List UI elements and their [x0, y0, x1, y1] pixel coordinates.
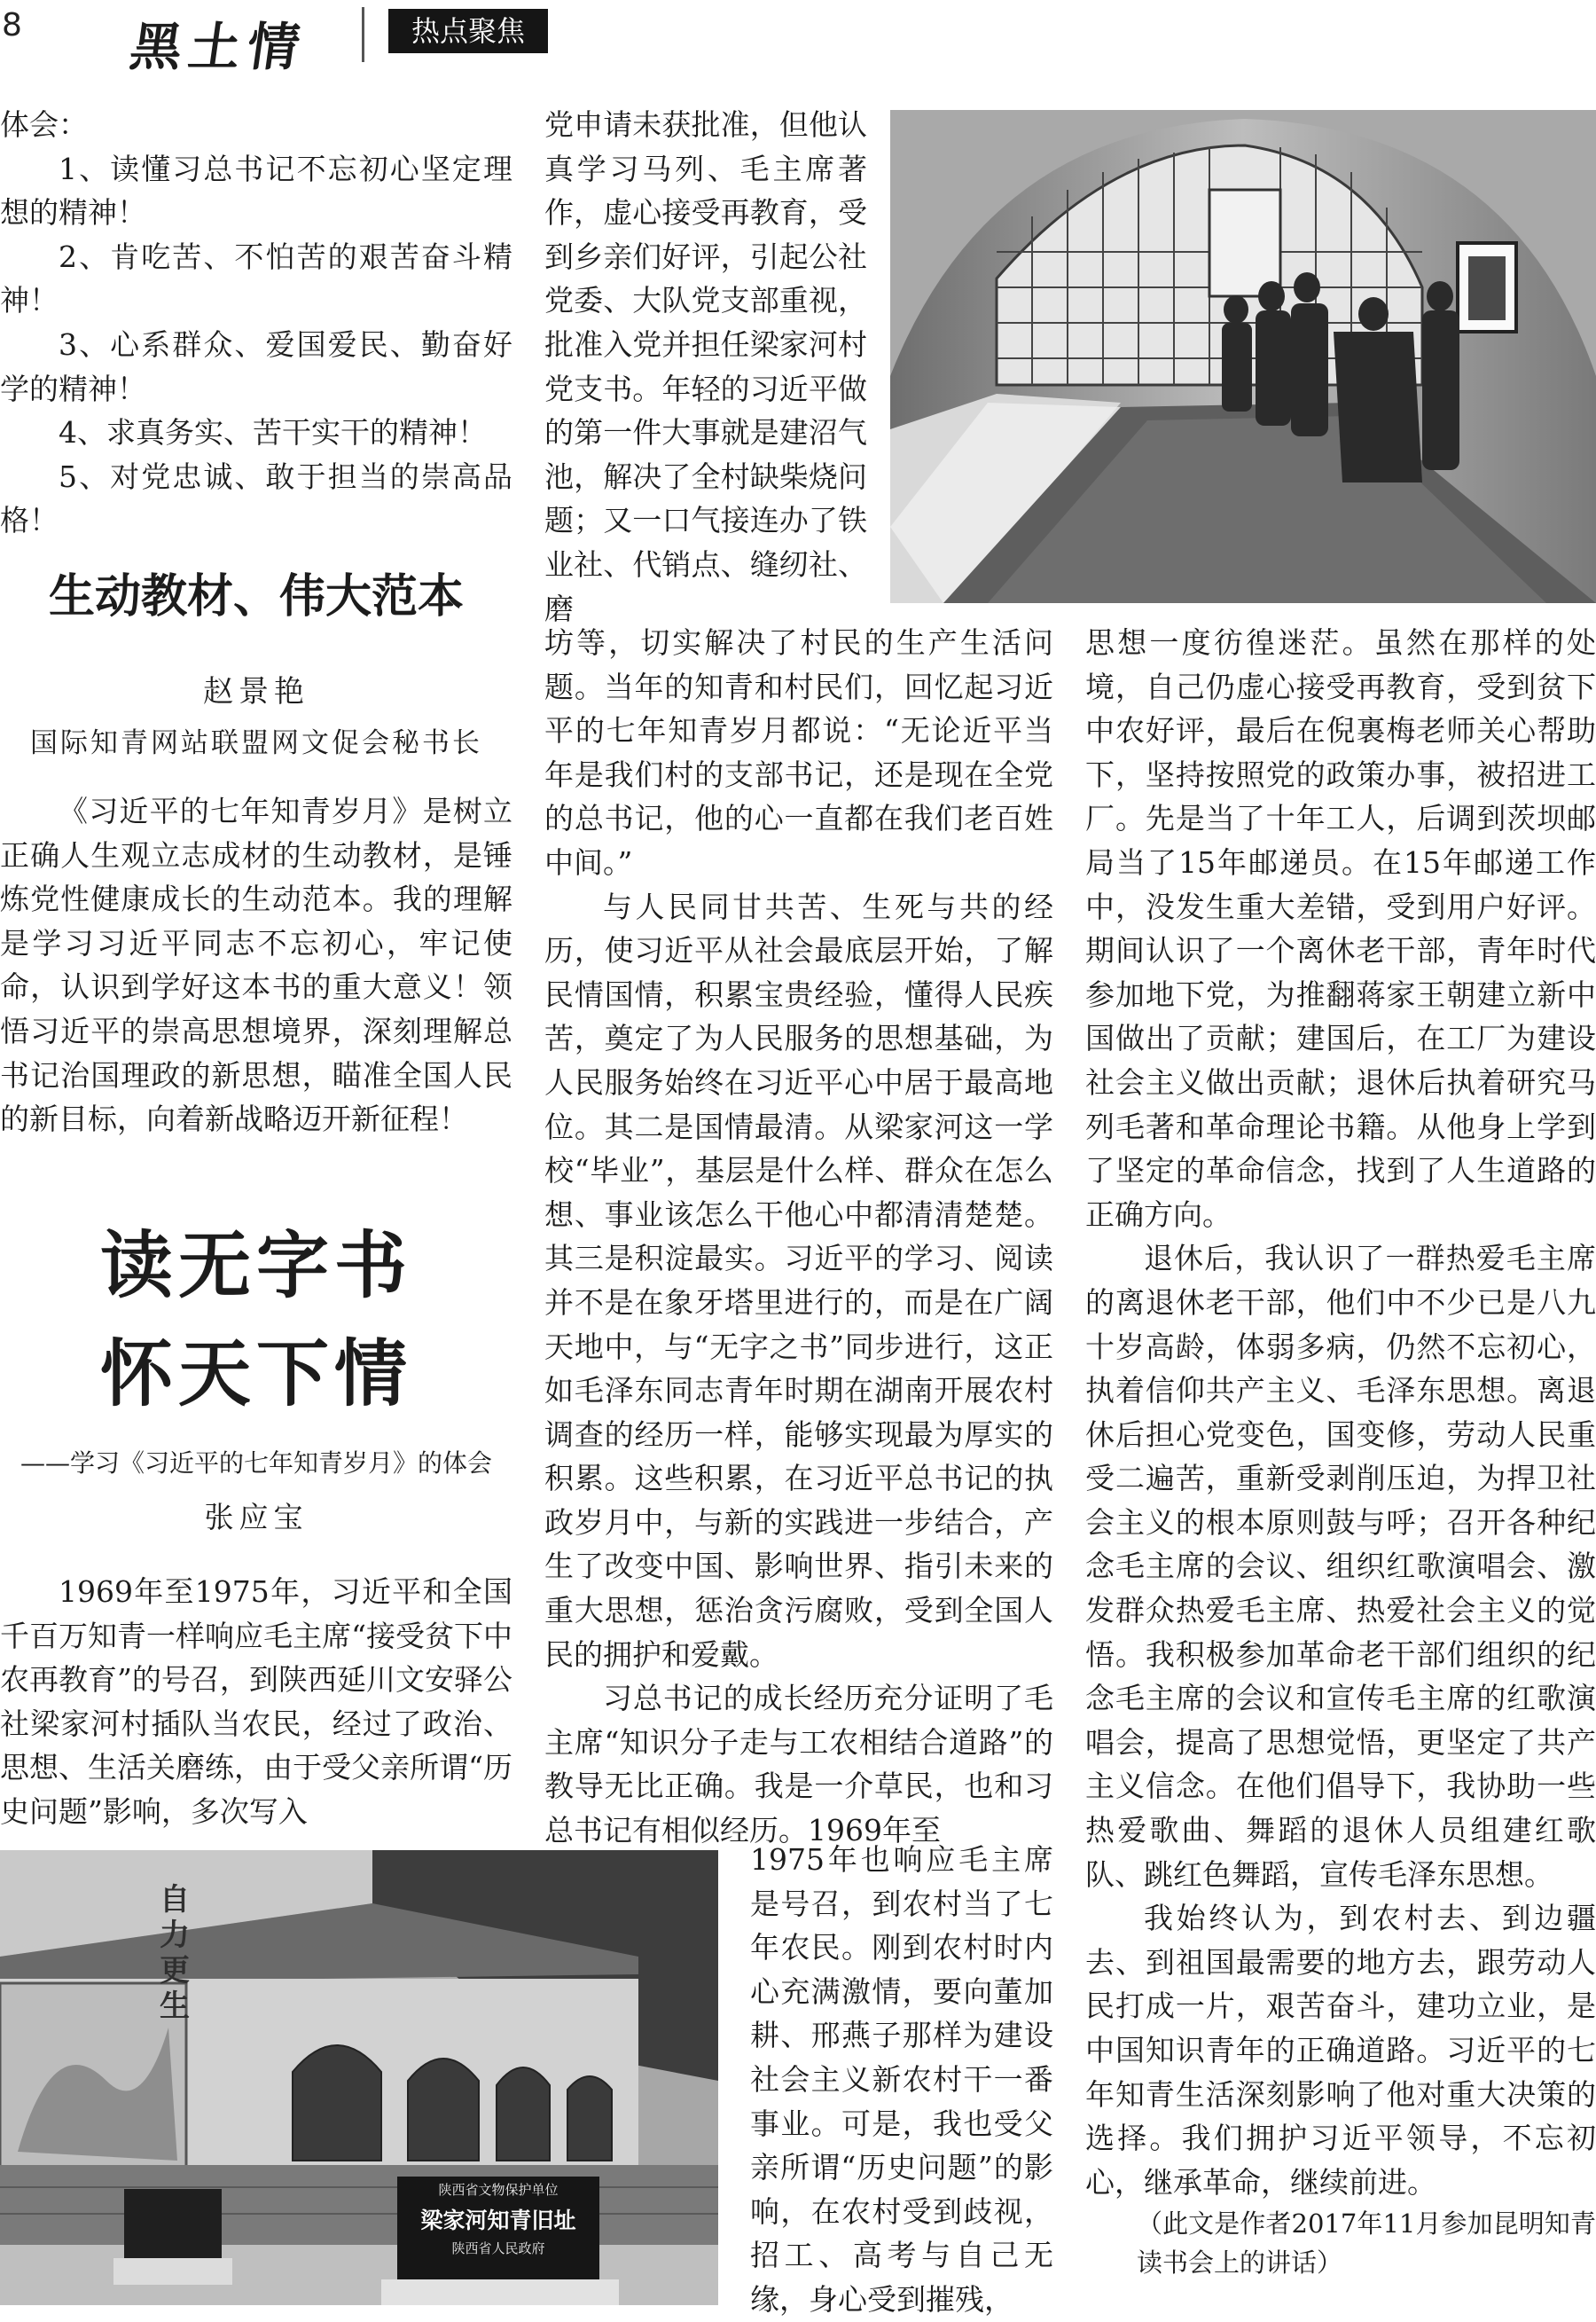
article2-paragraph: 与人民同甘共苦、生死与共的经历，使习近平从社会最底层开始，了解民情国情，积累宝贵经验，懂得人民疾苦，奠定了为人民服务的思想基础，为人民服务始终在习近平心中居于最高地位。其二是国情最清。从梁家河这一学校“毕业”，基层是什么样、群众在怎么想、事业该怎么干他心中都清清楚楚。其三是积淀最实。习近平的学习、阅读并不是在象牙塔里进行的，而是在广阔天地中，与“无字之书”同步进行，这正如毛泽东同志青年时期在湖南开展农村调查的经历一样，能够实现最为厚实的积累。这些积累，在习近平总书记的执政岁月中，与新的实践进一步结合，产生了改变中国、影响世界、指引未来的重大思想，惩治贪污腐败，受到全国人民的拥护和爱戴。 — [544, 889, 1053, 1672]
article1-body — [0, 789, 512, 1141]
stele-title: 梁家河知青旧址 — [420, 2208, 576, 2233]
mid-top-text — [544, 103, 867, 631]
list-item: 3、心系群众、爱国爱民、勤奋好学的精神！ — [0, 326, 512, 406]
header-divider — [362, 7, 364, 62]
article2-para1 — [0, 1570, 512, 1834]
list-item: 1、读懂习总书记不忘初心坚定理想的精神！ — [0, 151, 512, 231]
article1-paragraph: 《习近平的七年知青岁月》是树立正确人生观立志成材的生动教材，是锤炼党性健康成长的生动范本。我的理解是学习习近平同志不忘初心，牢记使命，认识到学好这本书的重大意义！领悟习近平的崇高思想境界，深刻理解总书记治国理政的新思想，瞄准全国人民的新目标，向着新战略迈开新征程！ — [0, 794, 512, 1137]
section-tag: 热点聚焦 — [388, 9, 548, 53]
article2-author: 张应宝 — [204, 1500, 309, 1534]
intro-text: 体会： — [0, 107, 88, 142]
article2-paragraph: 坊等，切实解决了村民的生产生活问题。当年的知青和村民们，回忆起习近平的七年知青岁月都说：“无论近平当年是我们村的支部书记，还是现在全党的总书记，他的心一直都在我们老百姓中间。” — [544, 625, 1053, 880]
list-item: 2、肯吃苦、不怕苦的艰苦奋斗精神！ — [0, 239, 512, 318]
article2-paragraph: 思想一度彷徨迷茫。虽然在那样的处境，自己仍虚心接受再教育，受到贫下中农好评，最后在倪裏梅老师关心帮助下，坚持按照党的政策办事，被招进工厂。先是当了十年工人，后调到茨坝邮局当了15年邮递员。在15年邮递工作中，没发生重大差错，受到用户好评。期间认识了一个离休老干部，青年时代参加地下党，为推翻蒋家王朝建立新中国做出了贡献；建国后，在工厂为建设社会主义做出贡献；退休后执着研究马列毛著和革命理论书籍。从他身上学到了坚定的革命信念，找到了人生道路的正确方向。 — [1085, 625, 1596, 1232]
right-column-text — [1085, 621, 1596, 2282]
article2-paragraph: 我始终认为，到农村去、到边疆去、到祖国最需要的地方去，跟劳动人民打成一片，艰苦奋斗，建功立业，是中国知识青年的正确道路。习近平的七年知青生活深刻影响了他对重大决策的选择。我们拥护习近平领导，不忘初心，继承革命，继续前进。 — [1085, 1901, 1596, 2200]
article1-affiliation: 国际知青网站联盟网文促会秘书长 — [30, 727, 482, 759]
list-item: 4、求真务实、苦干实干的精神！ — [59, 415, 487, 451]
mid-bottom-text — [750, 1838, 1053, 2322]
article2-paragraph: 1969年至1975年，习近平和全国千百万知青一样响应毛主席“接受贫下中农再教育”的号召，到陕西延川文安驿公社梁家河村插队当农民，经过了政治、思想、生活关磨练，由于受父亲所谓“历史问题”影响，多次写入 — [0, 1574, 512, 1829]
liangjiahe-site-photo — [0, 1850, 718, 2305]
stele-heading: 陕西省文物保护单位 — [438, 2182, 559, 2198]
article2-paragraph: 习总书记的成长经历充分证明了毛主席“知识分子走与工农相结合道路”的教导无比正确。我是一介草民，也和习总书记有相似经历。1969年至 — [544, 1681, 1053, 1848]
article1-author: 赵景艳 — [203, 674, 309, 710]
article2-title-line1: 读无字书 — [99, 1224, 412, 1308]
article2-paragraph: 退休后，我认识了一群热爱毛主席的离退休老干部，他们中不少已是八九十岁高龄，体弱多病，仍然不忘初心，执着信仰共产主义、毛泽东思想。离退休后担心党变色，国变修，劳动人民重受二遍苦，重新受剥削压迫，为捍卫社会主义的根本原则鼓与呼；召开各种纪念毛主席的会议、组织红歌演唱会、激发群众热爱毛主席、热爱社会主义的觉悟。我积极参加革命老干部们组织的纪念毛主席的会议和宣传毛主席的红歌演唱会，提高了思想觉悟，更坚定了共产主义信念。在他们倡导下，我协助一些热爱歌曲、舞蹈的退休人员组建红歌队、跳红色舞蹈，宣传毛泽东思想。 — [1085, 1241, 1596, 1892]
article2-subtitle: ——学习《习近平的七年知青岁月》的体会 — [20, 1448, 492, 1478]
author-note: （此文是作者2017年11月参加昆明知青读书会上的讲话） — [1137, 2208, 1596, 2279]
wall-slogan: 自力更生 — [160, 1882, 190, 2024]
page-number: 8 — [2, 7, 22, 43]
stele-issuer: 陕西省人民政府 — [451, 2240, 545, 2256]
list-item: 5、对党忠诚、敢于担当的崇高品格！ — [0, 459, 512, 538]
article1-title: 生动教材、伟大范本 — [48, 570, 464, 624]
left-top-list — [0, 103, 512, 543]
cave-interior-photo — [890, 110, 1596, 603]
masthead: 黑土情 — [126, 17, 311, 77]
article2-paragraph: 1975年也响应毛主席是号召，到农村当了七年农民。刚到农村时内心充满激情，要向董加耕、邢燕子那样为建设社会主义新农村干一番事业。可是，我也受父亲所谓“历史问题”的影响，在农村受到歧视，招工、高考与自己无缘，身心受到摧残， — [750, 1842, 1053, 2317]
article2-paragraph: 党申请未获批准，但他认真学习马列、毛主席著作，虚心接受再教育，受到乡亲们好评，引起公社党委、大队党支部重视，批准入党并担任梁家河村党支书。年轻的习近平做的第一件大事就是建沼气池，解决了全村缺柴烧问题；又一口气接连办了铁业社、代销点、缝纫社、磨 — [544, 107, 867, 626]
mid-main-text — [544, 621, 1053, 1853]
article2-title-line2: 怀天下情 — [99, 1332, 412, 1416]
